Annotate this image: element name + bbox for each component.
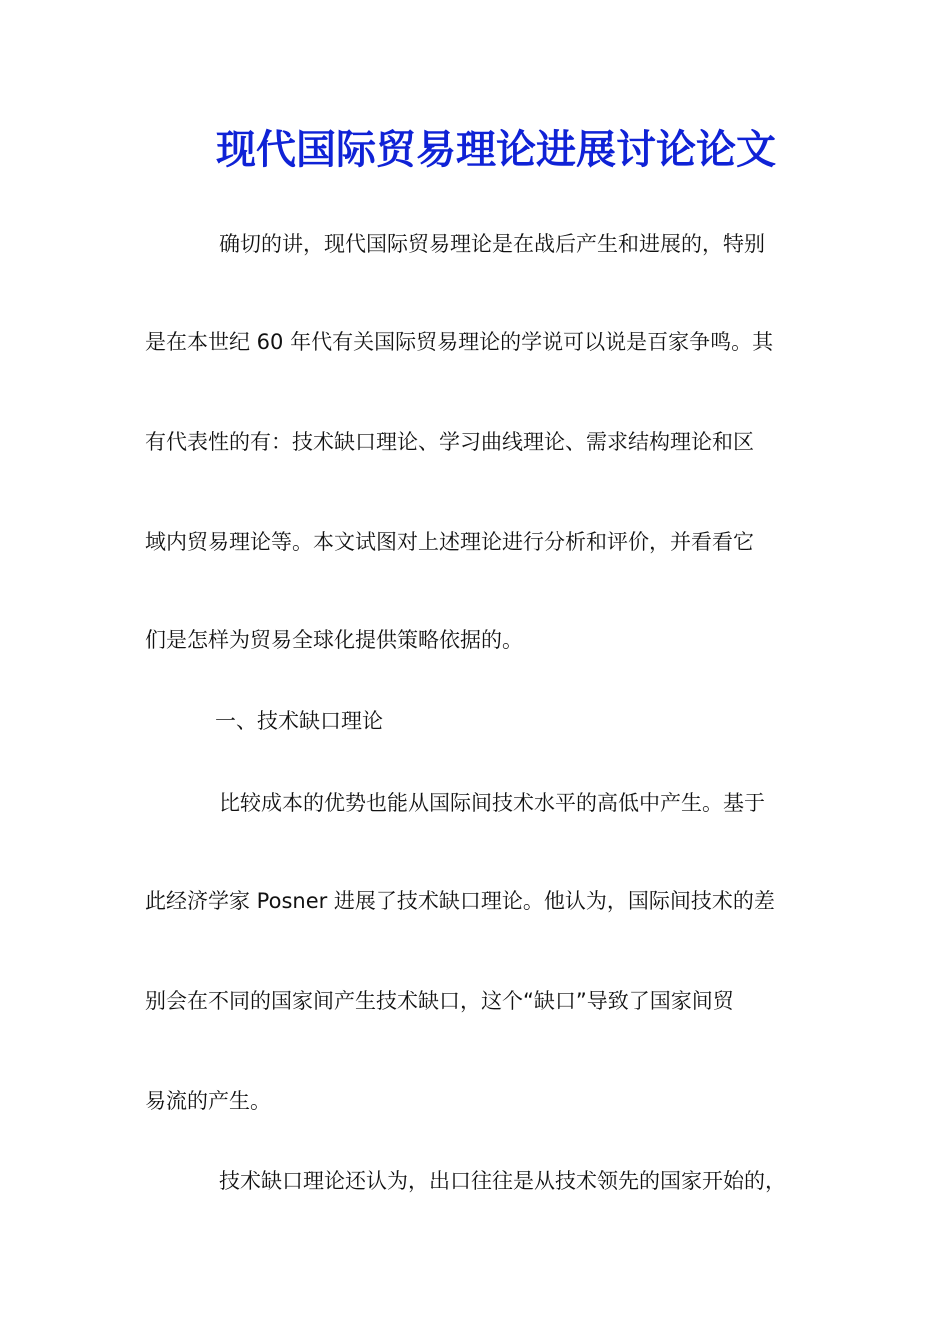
paragraph-1-line-3: 有代表性的有：技术缺口理论、学习曲线理论、需求结构理论和区 — [145, 430, 754, 454]
paragraph-1-line-1: 确切的讲，现代国际贸易理论是在战后产生和进展的，特别 — [219, 232, 765, 256]
paragraph-2-line-4: 易流的产生。 — [145, 1089, 271, 1113]
paragraph-1-line-2: 是在本世纪 60 年代有关国际贸易理论的学说可以说是百家争鸣。其 — [145, 330, 774, 354]
paragraph-1-line-4: 域内贸易理论等。本文试图对上述理论进行分析和评价，并看看它 — [145, 530, 754, 554]
document-title: 现代国际贸易理论进展讨论论文 — [216, 126, 776, 173]
section-heading-1: 一、技术缺口理论 — [215, 709, 383, 733]
paragraph-3-line-1: 技术缺口理论还认为，出口往往是从技术领先的国家开始的， — [219, 1169, 786, 1193]
paragraph-2-line-3: 别会在不同的国家间产生技术缺口，这个“缺口”导致了国家间贸 — [145, 989, 734, 1013]
paragraph-1-line-5: 们是怎样为贸易全球化提供策略依据的。 — [145, 628, 523, 652]
paragraph-2-line-2: 此经济学家 Posner 进展了技术缺口理论。他认为，国际间技术的差 — [145, 889, 775, 913]
paragraph-2-line-1: 比较成本的优势也能从国际间技术水平的高低中产生。基于 — [219, 791, 765, 815]
